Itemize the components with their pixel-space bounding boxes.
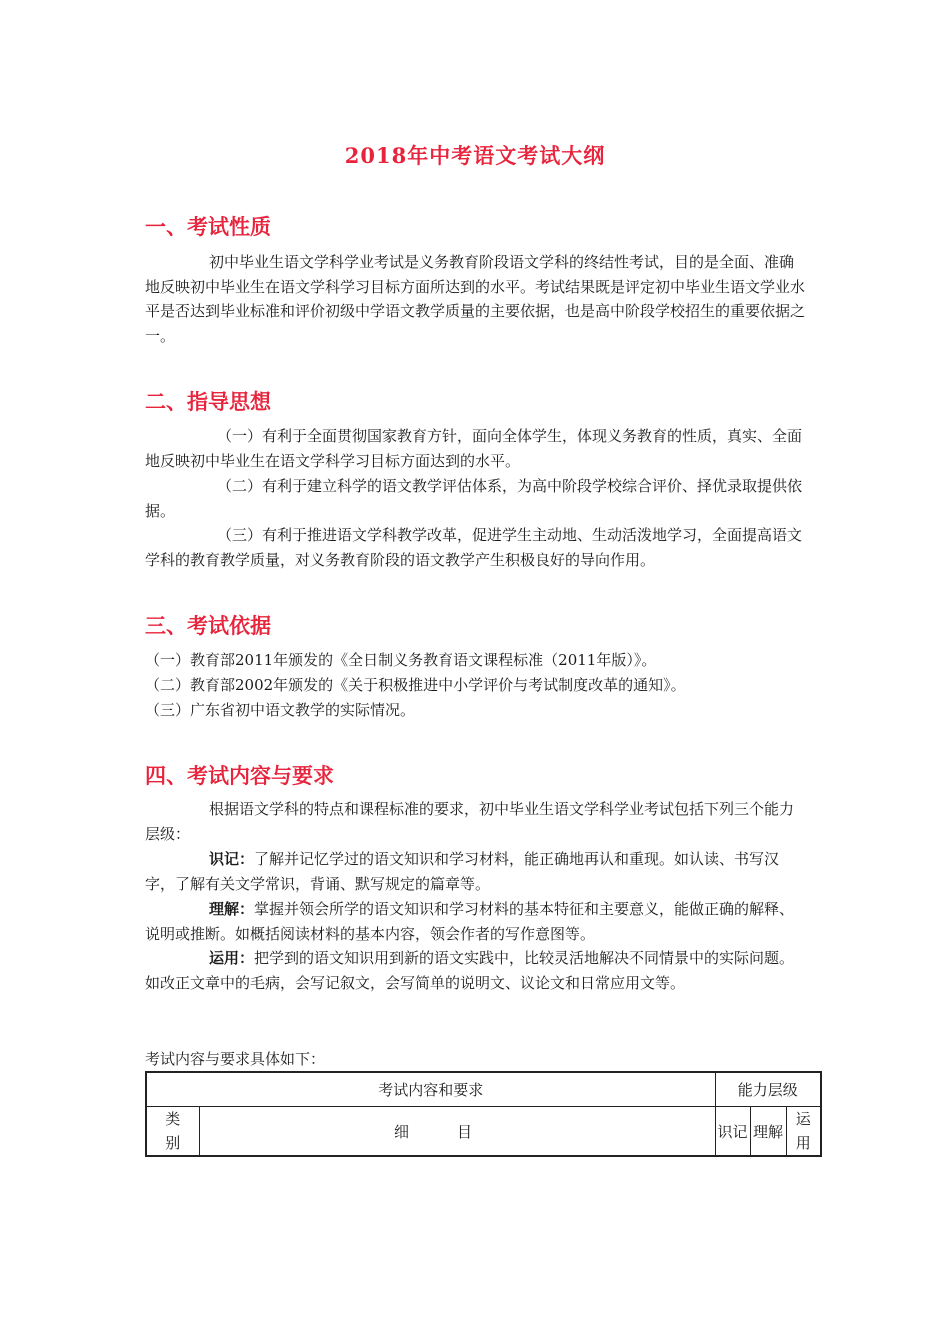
section-heading-content: 四、考试内容与要求 bbox=[145, 763, 334, 788]
col-detail-label: 细目 bbox=[394, 1122, 521, 1141]
header-ability-cell: 能力层级 bbox=[715, 1072, 821, 1107]
section-heading-guiding: 二、指导思想 bbox=[145, 389, 271, 414]
content-intro: 根据语文学科的特点和课程标准的要求，初中毕业生语文学科学业考试包括下列三个能力层级： bbox=[145, 800, 795, 843]
document-title: 2018年中考语文考试大纲 bbox=[344, 143, 606, 168]
level-text: 把学到的语文知识用到新的语文实践中，比较灵活地解决不同情景中的实际问题。如改正文章中的毛病，会写记叙文，会写简单的说明文、议论文和日常应用文等。 bbox=[145, 949, 795, 992]
basis-item-2: （二）教育部2002年颁发的《关于积极推进中小学评价与考试制度改革的通知》。 bbox=[145, 676, 686, 694]
requirements-table bbox=[145, 1071, 822, 1157]
col-detail-cell bbox=[199, 1107, 715, 1157]
col-category-cell bbox=[146, 1107, 199, 1157]
level-term-sep: ： bbox=[239, 949, 255, 967]
col-apply-cell bbox=[786, 1107, 821, 1157]
level-term: 理解 bbox=[209, 900, 240, 918]
table-subheader-row bbox=[146, 1107, 821, 1157]
col-apply-label: 运用 bbox=[795, 1110, 811, 1152]
guiding-item-3: （三）有利于推进语文学科教学改革，促进学生主动地、生动活泼地学习，全面提高语文学科的教育教学质量，对义务教育阶段的语文教学产生积极良好的导向作用。 bbox=[145, 526, 803, 569]
level-term: 识记 bbox=[209, 850, 240, 868]
level-term-sep: ： bbox=[239, 900, 255, 918]
col-category-label: 类别 bbox=[165, 1110, 181, 1152]
level-term: 运用 bbox=[209, 949, 240, 967]
level-apply bbox=[145, 946, 807, 995]
level-memorize bbox=[145, 847, 807, 896]
basis-item-1: （一）教育部2011年颁发的《全日制义务教育语文课程标准（2011年版）》。 bbox=[145, 651, 657, 669]
level-term-sep: ： bbox=[239, 850, 255, 868]
level-text: 掌握并领会所学的语文知识和学习材料的基本特征和主要意义，能做正确的解释、说明或推断。如概括阅读材料的基本内容，领会作者的写作意图等。 bbox=[145, 900, 795, 943]
basis-item-3: （三）广东省初中语文教学的实际情况。 bbox=[145, 701, 416, 719]
table-intro: 考试内容与要求具体如下： bbox=[145, 1050, 326, 1068]
section-heading-nature: 一、考试性质 bbox=[145, 214, 271, 239]
level-text: 了解并记忆学过的语文知识和学习材料，能正确地再认和重现。如认读、书写汉字，了解有关文学常识，背诵、默写规定的篇章等。 bbox=[145, 850, 780, 893]
guiding-item-1: （一）有利于全面贯彻国家教育方针，面向全体学生，体现义务教育的性质，真实、全面地反映初中毕业生在语文学科学习目标方面达到的水平。 bbox=[145, 427, 803, 470]
col-memorize-cell: 识记 bbox=[715, 1107, 750, 1157]
table-header-row bbox=[146, 1072, 821, 1107]
col-understand-cell: 理解 bbox=[750, 1107, 786, 1157]
level-understand bbox=[145, 897, 807, 946]
section-text-nature: 初中毕业生语文学科学业考试是义务教育阶段语文学科的终结性考试，目的是全面、准确地反映初中毕业生在语文学科学习目标方面所达到的水平。考试结果既是评定初中毕业生语文学业水平是否达到毕业标准和评价初级中学语文教学质量的主要依据，也是高中阶段学校招生的重要依据之一。 bbox=[145, 253, 806, 345]
section-heading-basis: 三、考试依据 bbox=[145, 613, 271, 638]
header-content-cell: 考试内容和要求 bbox=[146, 1072, 715, 1107]
guiding-item-2: （二）有利于建立科学的语文教学评估体系，为高中阶段学校综合评价、择优录取提供依据。 bbox=[145, 477, 803, 520]
